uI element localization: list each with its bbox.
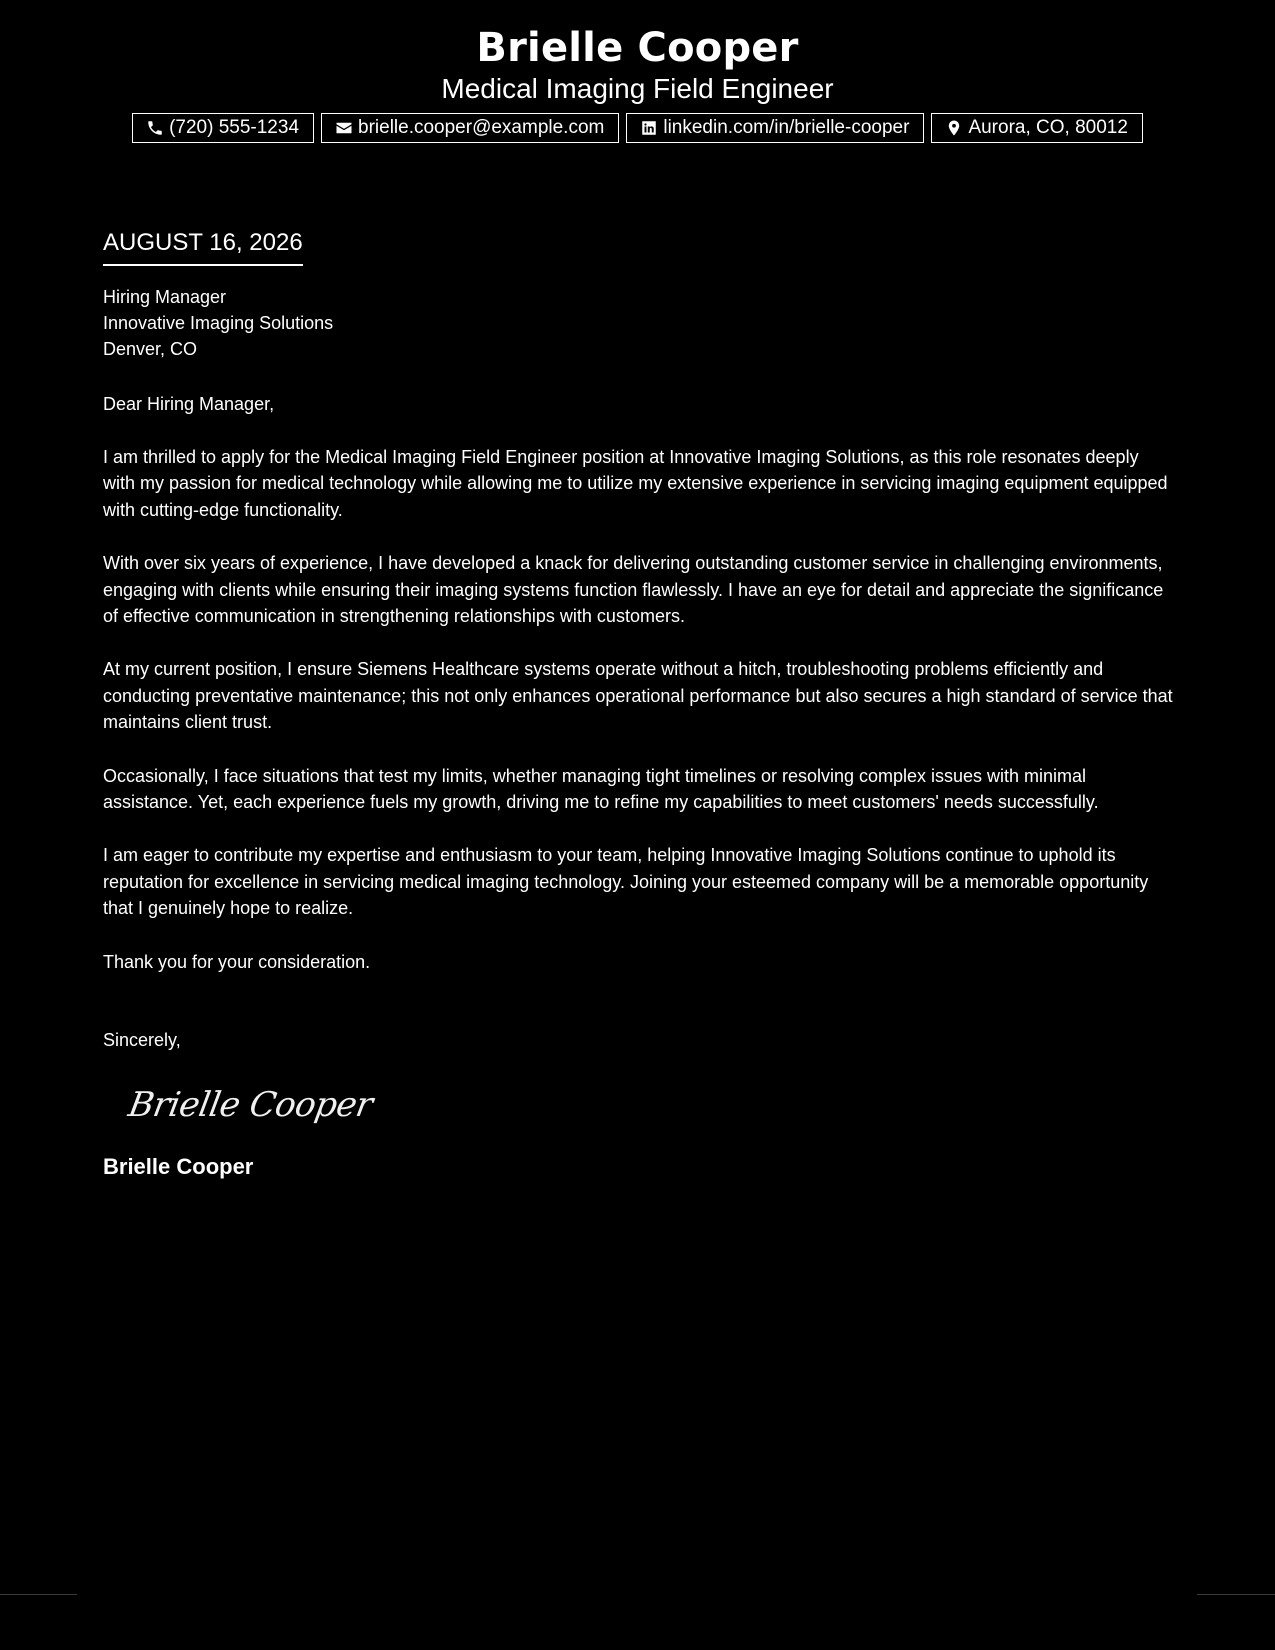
body-paragraph: With over six years of experience, I have developed a knack for delivering outstanding customer service in challenging environments, engaging with clients while ensuring their imaging systems function flawlessly. I have an eye for detail and appreciate the significance of effective communication in strengthening relationships with customers. bbox=[103, 553, 1164, 627]
recipient-line: Hiring Manager bbox=[103, 287, 227, 307]
linkedin-text: linkedin.com/in/brielle-cooper bbox=[663, 117, 910, 138]
email-text: brielle.cooper@example.com bbox=[358, 117, 605, 138]
recipient-line: Innovative Imaging Solutions bbox=[103, 313, 334, 333]
body-paragraph: Thank you for your consideration. bbox=[103, 951, 371, 972]
signoff-name: Brielle Cooper bbox=[103, 1154, 254, 1180]
map-pin-icon bbox=[945, 119, 963, 137]
salutation: Dear Hiring Manager, bbox=[103, 394, 275, 414]
contact-email[interactable] bbox=[321, 113, 619, 143]
footer-divider bbox=[0, 1594, 77, 1595]
contact-linkedin[interactable] bbox=[626, 113, 924, 143]
applicant-name: Brielle Cooper bbox=[476, 25, 799, 71]
body-paragraph: Occasionally, I face situations that test my limits, whether managing tight timelines or resolving complex issues with minimal assistance. Yet, each experience fuels my growth, driving me to refine my capabilities to meet customers' needs successfully. bbox=[103, 765, 1099, 813]
body-paragraph: At my current position, I ensure Siemens Healthcare systems operate without a hitch, troubleshooting problems efficiently and conducting preventative maintenance; this not only enhances operational performance but also secures a high standard of service that maintains client trust. bbox=[103, 659, 1173, 733]
letter-body bbox=[103, 228, 1173, 1181]
letter-header bbox=[0, 0, 1275, 143]
phone-text: (720) 555-1234 bbox=[169, 117, 300, 138]
signature: Brielle Cooper bbox=[125, 1085, 376, 1126]
body-paragraph: I am eager to contribute my expertise and enthusiasm to your team, helping Innovative Imaging Solutions continue to uphold its reputation for excellence in servicing medical imaging technology. Joining your esteemed company will be a memorable opportunity that I genuinely hope to realize. bbox=[103, 845, 1149, 919]
linkedin-icon bbox=[640, 119, 658, 137]
recipient-block bbox=[103, 284, 1173, 362]
contact-location bbox=[931, 113, 1142, 143]
envelope-icon bbox=[335, 119, 353, 137]
phone-icon bbox=[146, 119, 164, 137]
contact-bar bbox=[0, 113, 1275, 143]
contact-phone[interactable] bbox=[132, 113, 314, 143]
letter-date: AUGUST 16, 2026 bbox=[103, 228, 303, 266]
body-paragraph: I am thrilled to apply for the Medical Imaging Field Engineer position at Innovative Imaging Solutions, as this role resonates deeply with my passion for medical technology while allowing me to utilize my extensive experience in servicing imaging equipment equipped with cutting-edge functionality. bbox=[103, 447, 1168, 520]
job-title: Medical Imaging Field Engineer bbox=[441, 73, 834, 104]
footer-divider bbox=[1197, 1594, 1275, 1595]
recipient-line: Denver, CO bbox=[103, 339, 198, 359]
location-text: Aurora, CO, 80012 bbox=[968, 117, 1128, 138]
closing: Sincerely, bbox=[103, 1030, 181, 1051]
